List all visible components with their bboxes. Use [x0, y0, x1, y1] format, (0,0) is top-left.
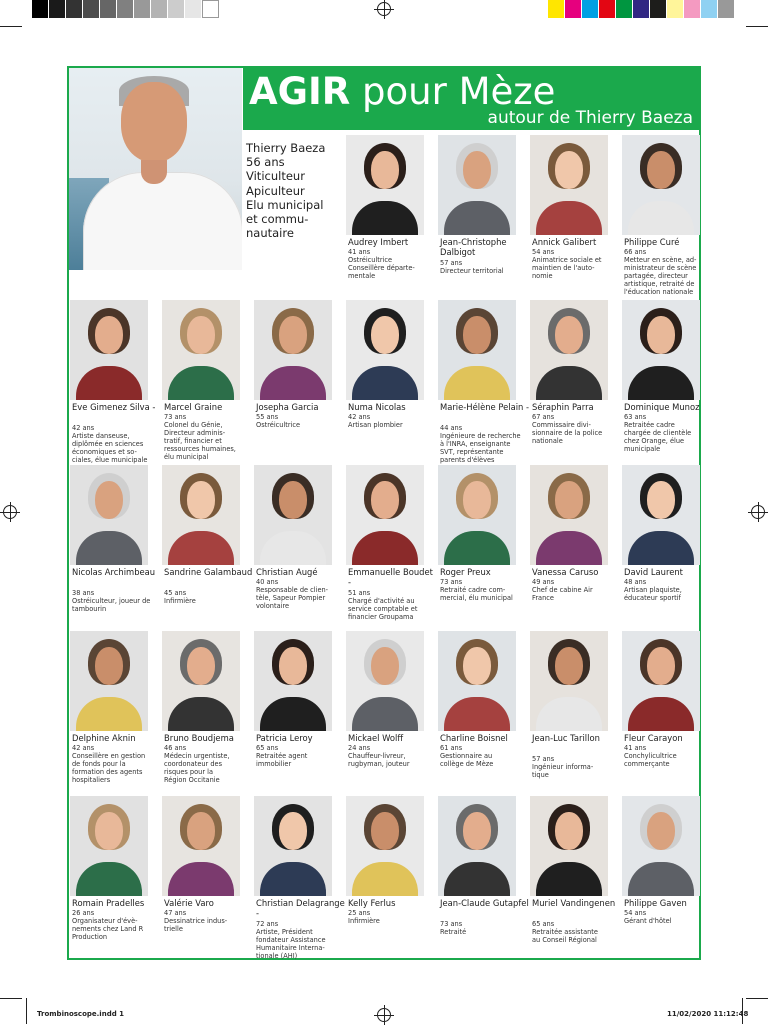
- candidate-card: [346, 796, 436, 946]
- candidate-description: Chef de cabine Air France: [532, 586, 593, 602]
- header-banner: [243, 68, 699, 130]
- registration-mark-top: [377, 2, 391, 16]
- candidate-name: Eve Gimenez Silva -: [72, 402, 156, 412]
- candidate-card: [530, 796, 620, 946]
- candidate-age: 65 ans: [256, 744, 279, 752]
- candidate-age: 61 ans: [440, 744, 463, 752]
- candidate-description: Chargé d'activité au service comptable et financier Groupama: [348, 597, 418, 621]
- candidate-photo: [70, 796, 148, 896]
- candidate-description: Retraitée cadre chargée de clientèle chez Orange, élue municipale: [624, 421, 692, 453]
- candidate-age: 24 ans: [348, 744, 371, 752]
- candidate-age: 46 ans: [164, 744, 187, 752]
- color-bar: [548, 0, 735, 18]
- candidate-name: Jean-Claude Gutapfel: [440, 898, 529, 908]
- candidate-description: Ostréicultrice: [256, 421, 301, 429]
- candidate-name: Numa Nicolas: [348, 402, 406, 412]
- candidate-photo: [254, 631, 332, 731]
- candidate-photo: [254, 796, 332, 896]
- candidate-description: Artisan plaquiste, éducateur sportif: [624, 586, 682, 602]
- candidate-card: [622, 796, 712, 946]
- candidate-age: 51 ans: [348, 589, 371, 597]
- registration-mark-right: [751, 505, 765, 519]
- candidate-name: Marie-Hélène Pelain -: [440, 402, 530, 412]
- registration-mark-left: [3, 505, 17, 519]
- candidate-photo: [70, 631, 148, 731]
- candidate-age: 48 ans: [624, 578, 647, 586]
- candidate-photo: [530, 300, 608, 400]
- candidate-photo: [622, 796, 700, 896]
- candidate-card: [622, 135, 712, 296]
- candidate-name: Jean-Christophe Dalbigot: [440, 237, 507, 257]
- candidate-name: Charline Boisnel: [440, 733, 508, 743]
- candidate-age: 42 ans: [72, 424, 95, 432]
- lead-candidate-bio: Thierry Baeza 56 ans Viticulteur Apiculteur Elu municipal et commu- nautaire: [246, 141, 326, 241]
- candidate-description: Retraité: [440, 928, 467, 936]
- candidate-card: [254, 631, 344, 781]
- candidate-name: Vanessa Caruso: [532, 567, 599, 577]
- candidate-card: [70, 300, 160, 464]
- candidate-card: [70, 631, 160, 784]
- candidate-card: [254, 796, 345, 960]
- candidate-photo: [254, 300, 332, 400]
- candidate-age: 41 ans: [348, 248, 371, 256]
- crop-mark: [746, 998, 768, 999]
- candidate-description: Artiste, Président fondateur Assistance Humanitaire Interna- tionale (AHI): [256, 928, 326, 960]
- candidate-photo: [346, 796, 424, 896]
- candidate-description: Commissaire divi- sionnaire de la police nationale: [532, 421, 603, 445]
- candidate-name: Patricia Leroy: [256, 733, 313, 743]
- candidate-card: [530, 631, 620, 781]
- candidate-name: Philippe Curé: [624, 237, 680, 247]
- candidate-description: Colonel du Génie, Directeur adminis- tratif, financier et ressources humaines, élu municipal: [164, 421, 236, 461]
- candidate-card: [346, 631, 436, 781]
- candidate-card: [346, 135, 436, 285]
- candidate-photo: [622, 300, 700, 400]
- crop-mark: [26, 998, 27, 1024]
- candidate-card: [530, 465, 620, 615]
- candidate-description: Médecin urgentiste, coordonateur des risques pour la Région Occitanie: [164, 752, 230, 784]
- candidate-card: [438, 631, 528, 781]
- candidate-card: [254, 465, 344, 615]
- candidate-age: 67 ans: [532, 413, 555, 421]
- candidate-description: Conchylicultrice commerçante: [624, 752, 677, 768]
- candidate-card: [438, 796, 528, 946]
- candidate-card: [70, 465, 160, 615]
- candidate-photo: [530, 796, 608, 896]
- candidate-photo: [622, 465, 700, 565]
- candidate-description: Dessinatrice indus- trielle: [164, 917, 228, 933]
- candidate-age: 25 ans: [348, 909, 371, 917]
- candidate-photo: [530, 631, 608, 731]
- candidate-photo: [70, 465, 148, 565]
- candidate-card: [438, 135, 528, 285]
- candidate-name: Fleur Carayon: [624, 733, 683, 743]
- candidate-description: Ostréicultrice Conseillère départe- mentale: [348, 256, 415, 280]
- candidate-age: 57 ans: [440, 259, 463, 267]
- candidate-age: 65 ans: [532, 920, 555, 928]
- candidate-name: Christian Delagrange -: [256, 898, 345, 918]
- candidate-name: Nicolas Archimbeau: [72, 567, 156, 577]
- candidate-description: Chauffeur-livreur, rugbyman, jouteur: [348, 752, 410, 768]
- candidate-description: Retraité cadre com- mercial, élu municipal: [440, 586, 513, 602]
- candidate-name: Romain Pradelles: [72, 898, 145, 908]
- candidate-age: 66 ans: [624, 248, 647, 256]
- crop-mark: [746, 26, 768, 27]
- candidate-name: Philippe Gaven: [624, 898, 687, 908]
- candidate-age: 57 ans: [532, 755, 555, 763]
- candidate-card: [622, 631, 712, 781]
- candidate-card: [346, 300, 436, 450]
- candidate-age: 63 ans: [624, 413, 647, 421]
- candidate-age: 38 ans: [72, 589, 95, 597]
- candidate-name: Emmanuelle Boudet -: [348, 567, 433, 587]
- candidate-description: Artiste danseuse, diplômée en sciences économiques et so- ciales, élue municipale: [72, 432, 148, 464]
- candidate-photo: [346, 465, 424, 565]
- candidate-name: Dominique Munoz: [624, 402, 700, 412]
- candidate-age: 72 ans: [256, 920, 279, 928]
- candidate-card: [438, 465, 528, 615]
- candidate-photo: [622, 135, 700, 235]
- crop-mark: [0, 998, 22, 999]
- page-subtitle: autour de Thierry Baeza: [487, 108, 693, 128]
- candidate-description: Directeur territorial: [440, 267, 504, 275]
- candidate-description: Organisateur d'évè- nements chez Land R Production: [72, 917, 144, 941]
- candidate-name: Delphine Aknin: [72, 733, 136, 743]
- candidate-photo: [162, 796, 240, 896]
- registration-mark-bottom: [377, 1008, 391, 1022]
- candidate-age: 54 ans: [624, 909, 647, 917]
- candidate-description: Retraitée assistante au Conseil Régional: [532, 928, 598, 944]
- candidate-card: [530, 135, 620, 285]
- candidate-photo: [438, 300, 516, 400]
- grayscale-bar: [32, 0, 219, 18]
- candidate-name: Mickael Wolff: [348, 733, 404, 743]
- candidate-description: Ingénieur informa- tique: [532, 763, 594, 779]
- lead-candidate-photo: [69, 68, 242, 270]
- candidate-card: [70, 796, 160, 946]
- candidate-photo: [346, 300, 424, 400]
- candidate-card: [254, 300, 344, 450]
- candidate-card: [346, 465, 436, 621]
- candidate-description: Metteur en scène, ad- ministrateur de scène partagée, directeur artistique, retraité de l'éducation nationale: [624, 256, 697, 296]
- candidate-card: [530, 300, 620, 450]
- candidate-age: 40 ans: [256, 578, 279, 586]
- candidate-name: Christian Augé: [256, 567, 318, 577]
- candidate-photo: [530, 135, 608, 235]
- candidate-age: 73 ans: [440, 578, 463, 586]
- candidate-description: Animatrice sociale et maintien de l'auto- nomie: [532, 256, 602, 280]
- candidate-card: [162, 631, 252, 784]
- candidate-name: Audrey Imbert: [348, 237, 409, 247]
- candidate-card: [438, 300, 530, 464]
- candidate-age: 55 ans: [256, 413, 279, 421]
- candidate-photo: [438, 631, 516, 731]
- crop-mark: [0, 26, 22, 27]
- candidate-name: Bruno Boudjema: [164, 733, 234, 743]
- candidate-age: 41 ans: [624, 744, 647, 752]
- candidate-description: Conseillère en gestion de fonds pour la formation des agents hospitaliers: [72, 752, 146, 784]
- candidate-photo: [438, 135, 516, 235]
- candidate-photo: [622, 631, 700, 731]
- candidate-name: Jean-Luc Tarillon: [532, 733, 600, 743]
- page-title: AGIR pour Mèze: [249, 70, 556, 113]
- candidate-card: [162, 300, 252, 461]
- candidate-description: Retraitée agent immobilier: [256, 752, 308, 768]
- candidate-photo: [438, 465, 516, 565]
- candidate-name: Roger Preux: [440, 567, 491, 577]
- candidate-name: Marcel Graine: [164, 402, 223, 412]
- candidate-description: Infirmière: [164, 597, 196, 605]
- candidate-age: 73 ans: [440, 920, 463, 928]
- footer-timestamp: 11/02/2020 11:12:48: [667, 1010, 749, 1018]
- candidate-photo: [162, 465, 240, 565]
- candidate-name: David Laurent: [624, 567, 683, 577]
- candidate-description: Ostréiculteur, joueur de tambourin: [72, 597, 151, 613]
- candidate-name: Annick Galibert: [532, 237, 597, 247]
- candidate-description: Responsable de clien- tèle, Sapeur Pompier volontaire: [256, 586, 329, 610]
- candidate-card: [622, 300, 712, 453]
- candidate-photo: [438, 796, 516, 896]
- candidate-name: Sandrine Galambaud: [164, 567, 253, 577]
- candidate-card: [162, 465, 252, 615]
- candidate-age: 26 ans: [72, 909, 95, 917]
- candidate-photo: [70, 300, 148, 400]
- candidate-age: 45 ans: [164, 589, 187, 597]
- candidate-description: Gérant d'hôtel: [624, 917, 672, 925]
- candidate-photo: [254, 465, 332, 565]
- candidate-age: 73 ans: [164, 413, 187, 421]
- candidate-name: Séraphin Parra: [532, 402, 594, 412]
- candidate-description: Infirmière: [348, 917, 380, 925]
- candidate-age: 47 ans: [164, 909, 187, 917]
- candidate-age: 44 ans: [440, 424, 463, 432]
- candidate-photo: [530, 465, 608, 565]
- candidate-photo: [162, 631, 240, 731]
- candidate-photo: [346, 631, 424, 731]
- candidate-age: 42 ans: [348, 413, 371, 421]
- candidate-name: Valérie Varo: [164, 898, 214, 908]
- footer-filename: Trombinoscope.indd 1: [37, 1010, 125, 1018]
- candidate-card: [162, 796, 252, 946]
- candidate-name: Muriel Vandingenen: [532, 898, 616, 908]
- candidate-description: Artisan plombier: [348, 421, 403, 429]
- candidate-age: 42 ans: [72, 744, 95, 752]
- candidate-photo: [346, 135, 424, 235]
- candidate-card: [622, 465, 712, 615]
- candidate-name: Kelly Ferlus: [348, 898, 396, 908]
- candidate-age: 49 ans: [532, 578, 555, 586]
- candidate-name: Josepha Garcia: [256, 402, 319, 412]
- candidate-photo: [162, 300, 240, 400]
- candidate-age: 54 ans: [532, 248, 555, 256]
- candidate-description: Ingénieure de recherche à l'INRA, enseignante SVT, représentante parents d'élèves: [440, 432, 521, 464]
- candidate-description: Gestionnaire au collège de Mèze: [440, 752, 494, 768]
